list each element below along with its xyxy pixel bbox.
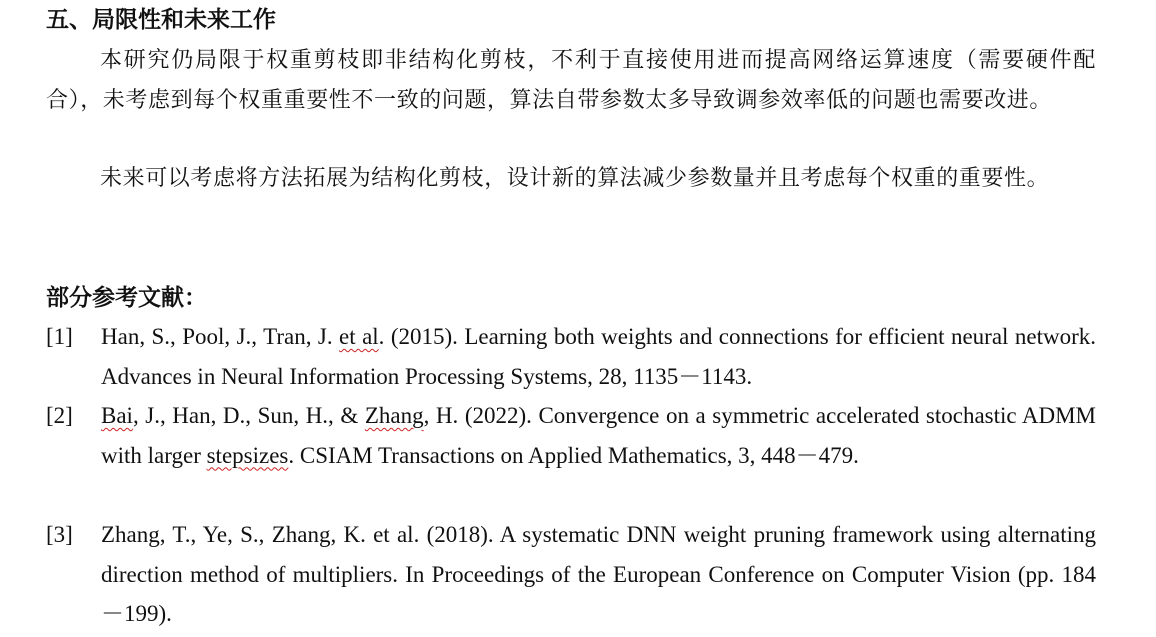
spellcheck-flagged-word[interactable]: et al [339,324,379,349]
reference-text-segment: , H. (2022). Convergence on a symmetric accelerated stochastic ADMM with larger [101,403,1097,468]
reference-text-segment: , J., Han, D., Sun, H., & [132,403,365,428]
spellcheck-flagged-word[interactable]: Bai [101,403,133,428]
reference-number: [2] [46,403,73,428]
reference-item [46,317,1096,396]
reference-text [101,515,1096,634]
spellcheck-flagged-word[interactable]: stepsizes [206,442,289,468]
future-work-paragraph: 未来可以考虑将方法拓展为结构化剪枝，设计新的算法减少参数量并且考虑每个权重的重要性。 [100,166,1050,191]
reference-item [46,515,1096,634]
limitations-paragraph: 本研究仍局限于权重剪枝即非结构化剪枝，不利于直接使用进而提高网络运算速度（需要硬件配合），未考虑到每个权重重要性不一致的问题，算法自带参数太多导致调参效率低的问题也需要改进。 [46,48,1096,113]
reference-text-segment: Han, S., Pool, J., Tran, J. [101,324,340,349]
reference-item [46,396,1096,475]
spellcheck-flagged-word[interactable]: Zhang [364,403,424,428]
references-heading: 部分参考文献： [46,284,207,311]
reference-text [101,317,1096,396]
reference-text [101,396,1096,475]
reference-number: [3] [46,522,73,547]
reference-text-segment: Zhang, T., Ye, S., Zhang, K. et al. (2018). A systematic DNN weight pruning framework using alternating direction method of multipliers. In Proceedings of the European Conference on Computer Vision (pp. 184－199). [101,522,1096,626]
reference-number: [1] [46,324,73,349]
section-heading: 五、局限性和未来工作 [46,6,276,33]
reference-text-segment: . CSIAM Transactions on Applied Mathematics, 3, 448－479. [288,442,859,468]
reference-text-segment: . (2015). Learning both weights and connections for efficient neural network. Advances in Neural Information Processing Systems, 28, 1135－1143. [101,324,1096,389]
